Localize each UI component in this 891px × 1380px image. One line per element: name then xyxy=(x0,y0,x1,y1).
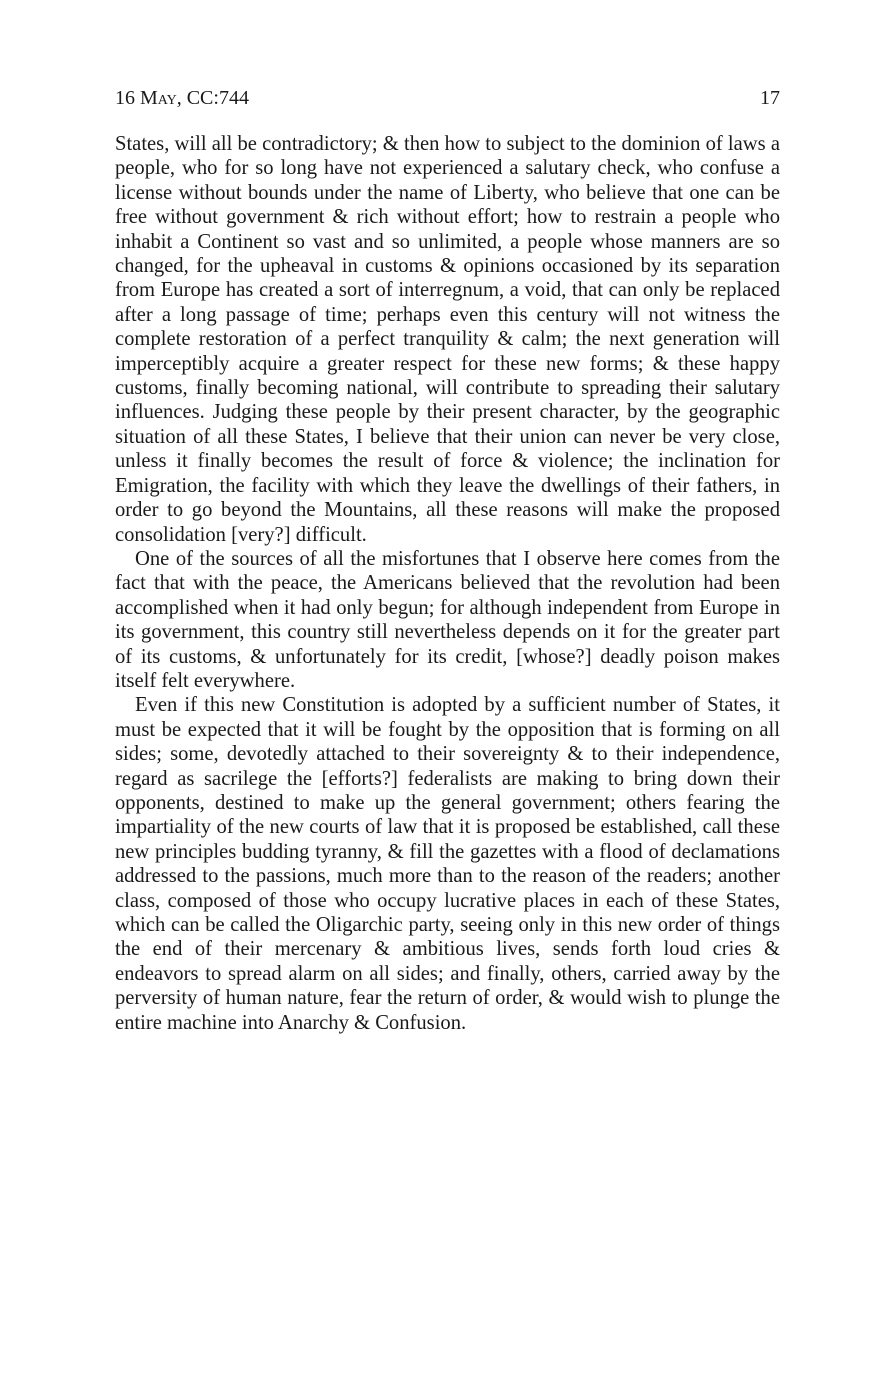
running-head-date: 16 xyxy=(115,87,140,109)
running-head xyxy=(115,84,780,112)
body-text xyxy=(115,132,780,1035)
document-page xyxy=(115,84,780,1035)
running-head-month: May xyxy=(140,87,177,109)
paragraph: Even if this new Constitution is adopted by a sufficient number of States, it must be expected that it will be fought by the opposition that is forming on all sides; some, devotedly attached to their sovereignty & to their independence, regard as sacrilege the [efforts?] federalists are making to bring down their opponents, destined to make up the general government; others fearing the impartiality of the new courts of law that it is proposed be established, call these new principles budding tyranny, & fill the gazettes with a flood of declamations addressed to the passions, much more than to the reason of the readers; another class, composed of those who occupy lucrative places in each of these States, which can be called the Oligarchic party, seeing only in this new order of things the end of their mercenary & ambitious lives, sends forth loud cries & endeavors to spread alarm on all sides; and finally, others, carried away by the perversity of human nature, fear the return of order, & would wish to plunge the entire machine into Anarchy & Confusion. xyxy=(115,694,780,1034)
running-head-left xyxy=(115,84,249,112)
page-number: 17 xyxy=(760,87,780,109)
paragraph: One of the sources of all the misfortunes that I observe here comes from the fact that with the peace, the Americans believed that the revolution had been accomplished when it had only begun; for although independent from Europe in its government, this country still nevertheless depends on it for the greater part of its customs, & unfortunately for its credit, [whose?] deadly poison makes itself felt everywhere. xyxy=(115,547,780,692)
paragraph: States, will all be contradictory; & then how to subject to the dominion of laws a people, who for so long have not experienced a salutary check, who confuse a license without bounds under the name of Liberty, who believe that one can be free without government & rich without effort; how to restrain a people who inhabit a Continent so vast and so unlimited, a people whose manners are so changed, for the upheaval in customs & opinions occasioned by its separation from Europe has created a sort of interregnum, a void, that can only be replaced after a long passage of time; perhaps even this century will not witness the complete restoration of a perfect tranquility & calm; the next generation will imperceptibly acquire a greater respect for these new forms; & these happy customs, finally becoming national, will contribute to spreading their salutary influences. Judging these people by their present character, by the geographic situation of all these States, I believe that their union can never be very close, unless it finally becomes the result of force & violence; the inclination for Emigration, the facility with which they leave the dwellings of their fathers, in order to go beyond the Mountains, all these reasons will make the proposed consolidation [very?] difficult. xyxy=(115,133,780,546)
running-head-separator: , xyxy=(176,87,187,109)
running-head-doc-id: CC:744 xyxy=(186,87,249,109)
